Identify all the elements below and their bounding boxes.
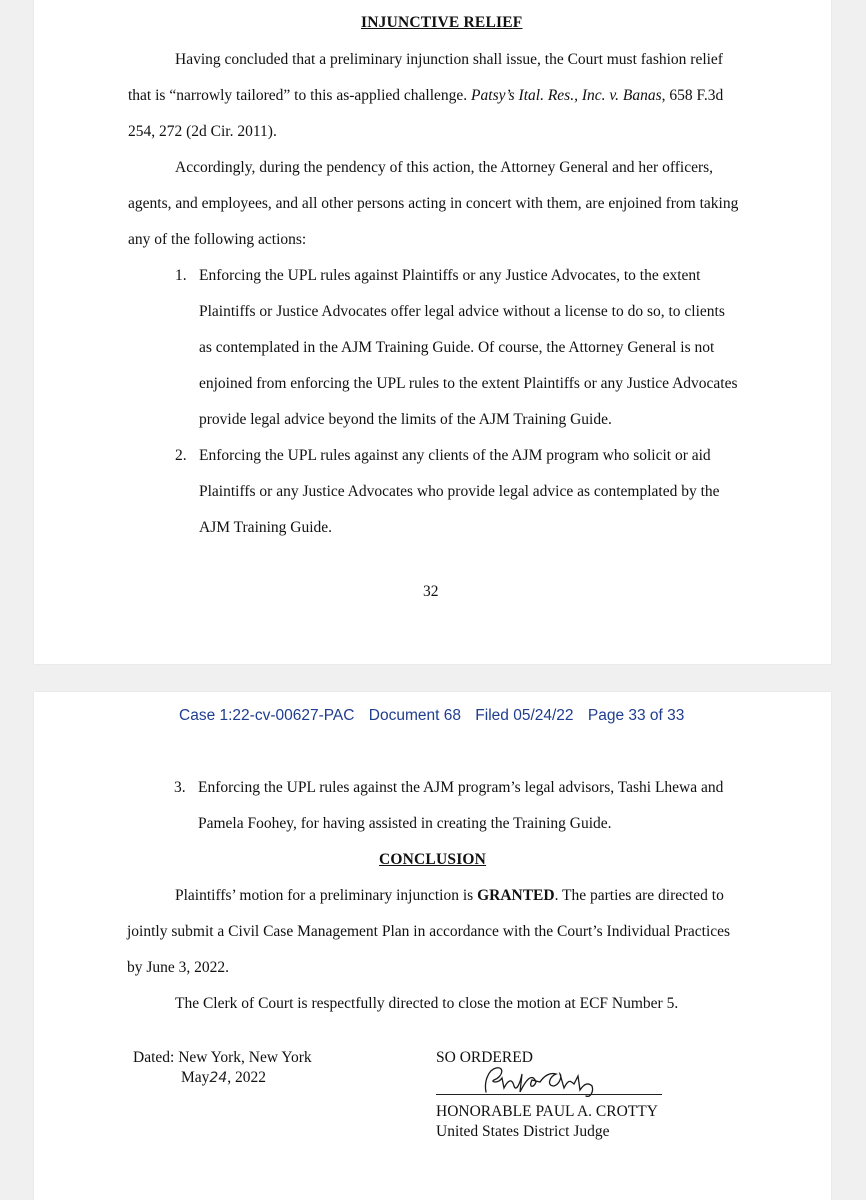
so-ordered: SO ORDERED	[436, 1049, 533, 1066]
list-item-line: as contemplated in the AJM Training Guide. Of course, the Attorney General is not	[199, 339, 715, 356]
paragraph-line: that is “narrowly tailored” to this as-applied challenge. Patsy’s Ital. Res., Inc. v. Banas, 658 F.3d	[128, 87, 724, 104]
list-item-line: Plaintiffs or Justice Advocates offer legal advice without a license to do so, to clients	[199, 303, 725, 320]
granted-text: GRANTED	[477, 887, 555, 904]
paragraph-line: The Clerk of Court is respectfully directed to close the motion at ECF Number 5.	[175, 995, 679, 1012]
list-item-line: Enforcing the UPL rules against any clients of the AJM program who solicit or aid	[199, 447, 711, 464]
list-item-line: Enforcing the UPL rules against Plaintiffs or any Justice Advocates, to the extent	[199, 267, 701, 284]
handwritten-day: 24	[209, 1070, 228, 1086]
list-item-line: provide legal advice beyond the limits of the AJM Training Guide.	[199, 411, 612, 428]
paragraph-line: agents, and employees, and all other persons acting in concert with them, are enjoined from taking	[128, 195, 739, 212]
list-number: 3.	[174, 779, 186, 796]
document-number: Document 68	[368, 707, 461, 724]
dated-location: Dated: New York, New York	[133, 1049, 312, 1066]
judge-title: United States District Judge	[436, 1123, 610, 1140]
list-item-line: enjoined from enforcing the UPL rules to the extent Plaintiffs or any Justice Advocates	[199, 375, 738, 392]
judge-name: HONORABLE PAUL A. CROTTY	[436, 1103, 658, 1120]
document-page-32	[34, 0, 831, 664]
document-page-33	[34, 692, 831, 1200]
list-item-line: Enforcing the UPL rules against the AJM program’s legal advisors, Tashi Lhewa and	[198, 779, 724, 796]
paragraph-line: jointly submit a Civil Case Management Plan in accordance with the Court’s Individual Practices	[127, 923, 731, 940]
dated-date: May24, 2022	[181, 1069, 266, 1086]
list-item-line: AJM Training Guide.	[199, 519, 333, 536]
case-citation: Patsy’s Ital. Res., Inc. v. Banas	[471, 87, 662, 104]
signature-line	[436, 1094, 662, 1095]
court-filing-header	[179, 706, 694, 726]
paragraph-line: Plaintiffs’ motion for a preliminary injunction is GRANTED. The parties are directed to	[175, 887, 724, 904]
list-number: 1.	[175, 267, 187, 284]
case-number: Case 1:22-cv-00627-PAC	[179, 707, 355, 724]
filed-date: Filed 05/24/22	[475, 707, 574, 724]
paragraph-line: any of the following actions:	[128, 231, 307, 248]
injunctive-relief-heading: INJUNCTIVE RELIEF	[361, 14, 523, 31]
judge-signature	[474, 1062, 624, 1098]
list-number: 2.	[175, 447, 187, 464]
paragraph-line: Having concluded that a preliminary injunction shall issue, the Court must fashion relief	[175, 51, 723, 68]
page-count: Page 33 of 33	[587, 707, 685, 724]
paragraph-line: by June 3, 2022.	[127, 959, 230, 976]
paragraph-line: Accordingly, during the pendency of this action, the Attorney General and her officers,	[175, 159, 714, 176]
conclusion-heading: CONCLUSION	[379, 851, 487, 868]
list-item-line: Plaintiffs or any Justice Advocates who provide legal advice as contemplated by the	[199, 483, 720, 500]
paragraph-line: 254, 272 (2d Cir. 2011).	[128, 123, 277, 140]
page-number: 32	[423, 583, 439, 600]
list-item-line: Pamela Foohey, for having assisted in creating the Training Guide.	[198, 815, 612, 832]
